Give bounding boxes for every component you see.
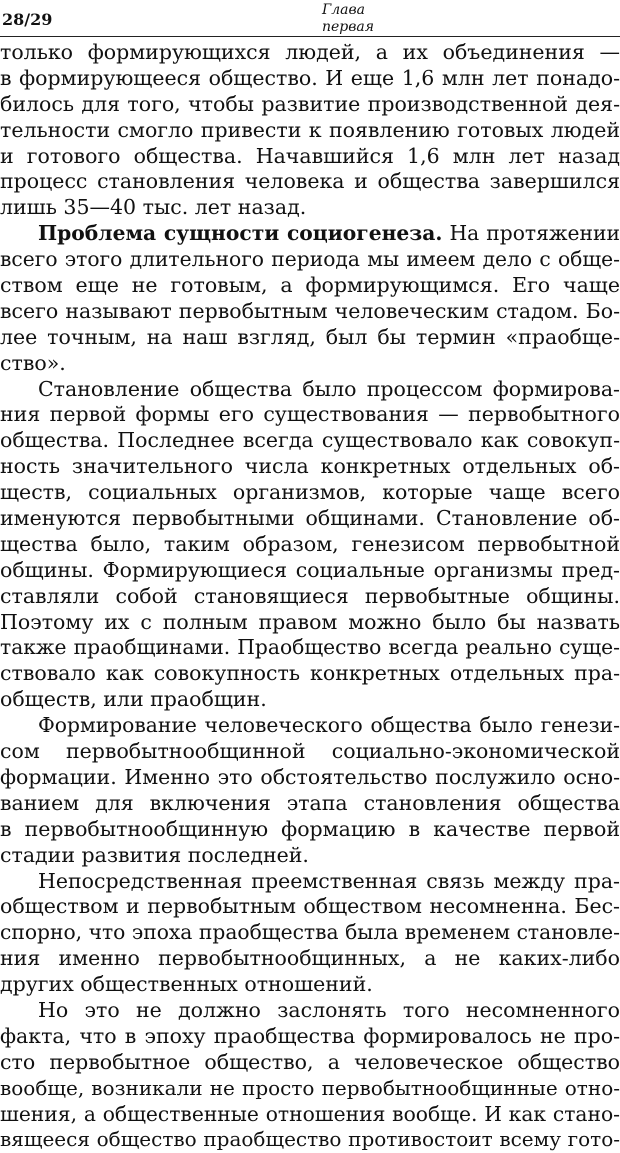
text-line: тельности смогло привести к появлению готовых людей [0,117,620,142]
text-line: ществ, социальных организмов, которые чаще всего [0,480,620,505]
text-line: ванием для включения этапа становления общества [0,790,620,815]
text-line: Но это не должно заслонять того несомненного [38,997,620,1022]
text-line: вообще, возникали не просто первобытнообщинные отно- [0,1075,620,1100]
text-line: ния первой формы его существования — первобытного [0,402,620,427]
text-line: всего называют первобытным человеческим стадом. Бо- [0,298,620,323]
chapter-name: первая [322,19,375,35]
text-line: обществом и первобытным обществом несомненна. Бес- [0,894,620,919]
text-line: билось для того, чтобы развитие производственной дея- [0,91,620,116]
text-line: спорно, что эпоха праобщества была временем становле- [0,920,620,945]
line-text: На протяжении [442,221,620,246]
text-line: шения, а общественные отношения вообще. И как стано- [0,1101,620,1126]
text-line: всего этого длительного периода мы имеем дело с обще- [0,247,620,272]
text-line [0,221,620,247]
text-line: Становление общества было процессом формирова- [38,376,620,401]
text-line: процесс становления человека и общества завершился [0,169,620,194]
text-line: именуются первобытными общинами. Становление об- [0,506,620,531]
running-head [322,2,374,36]
text-line: щества было, таким образом, генезисом первобытной [0,531,620,556]
text-line: ность значительного числа конкретных отдельных об- [0,454,620,479]
text-line: общины. Формирующиеся социальные организмы пред- [0,557,620,582]
text-line: ставляли собой становящиеся первобытные общины. [0,583,620,608]
body-text [0,40,620,1153]
text-line: Непосредственная преемственная связь между пра- [38,868,620,893]
text-line: сом первобытнообщинной социально-экономической [0,739,620,764]
text-line: вящееся общество праобщество противостоит всему гото- [0,1127,620,1152]
text-line: лишь 35—40 тыс. лет назад. [0,195,307,220]
text-line: ство». [0,350,66,375]
text-line: и готового общества. Начавшийся 1,6 млн лет назад [0,143,620,168]
section-heading: Проблема сущности социогенеза. [38,221,443,246]
text-line: сто первобытное общество, а человеческое общество [0,1049,620,1074]
text-line: стадии развития последней. [0,842,309,867]
text-line: также праобщинами. Праобщество всегда реально суще- [0,635,620,660]
text-line: общества. Последнее всегда существовало как совокуп- [0,428,620,453]
text-line: формации. Именно это обстоятельство послужило осно- [0,764,620,789]
page-number: 28/29 [2,10,53,29]
text-line: только формирующихся людей, а их объединения — [0,40,620,64]
text-line: ством еще не готовым, а формирующимся. Его чаще [0,273,620,298]
text-line: Формирование человеческого общества было генези- [38,713,620,738]
text-line: факта, что в эпоху праобщества формировалось не про- [0,1023,620,1048]
chapter-label: Глава [322,2,366,18]
text-line: лее точным, на наш взгляд, был бы термин «праобще- [0,324,620,349]
header-rule [0,36,620,37]
text-line: ствовало как совокупность конкретных отдельных пра- [0,661,620,686]
text-line: обществ, или праобщин. [0,687,267,712]
text-line: в первобытнообщинную формацию в качестве первой [0,816,620,841]
text-line: в формирующееся общество. И еще 1,6 млн лет понадо- [0,65,620,90]
text-line: других общественных отношений. [0,972,373,997]
text-line: ния именно первобытнообщинных, а не каких-либо [0,946,620,971]
text-line: Поэтому их с полным правом можно было бы назвать [0,609,620,634]
